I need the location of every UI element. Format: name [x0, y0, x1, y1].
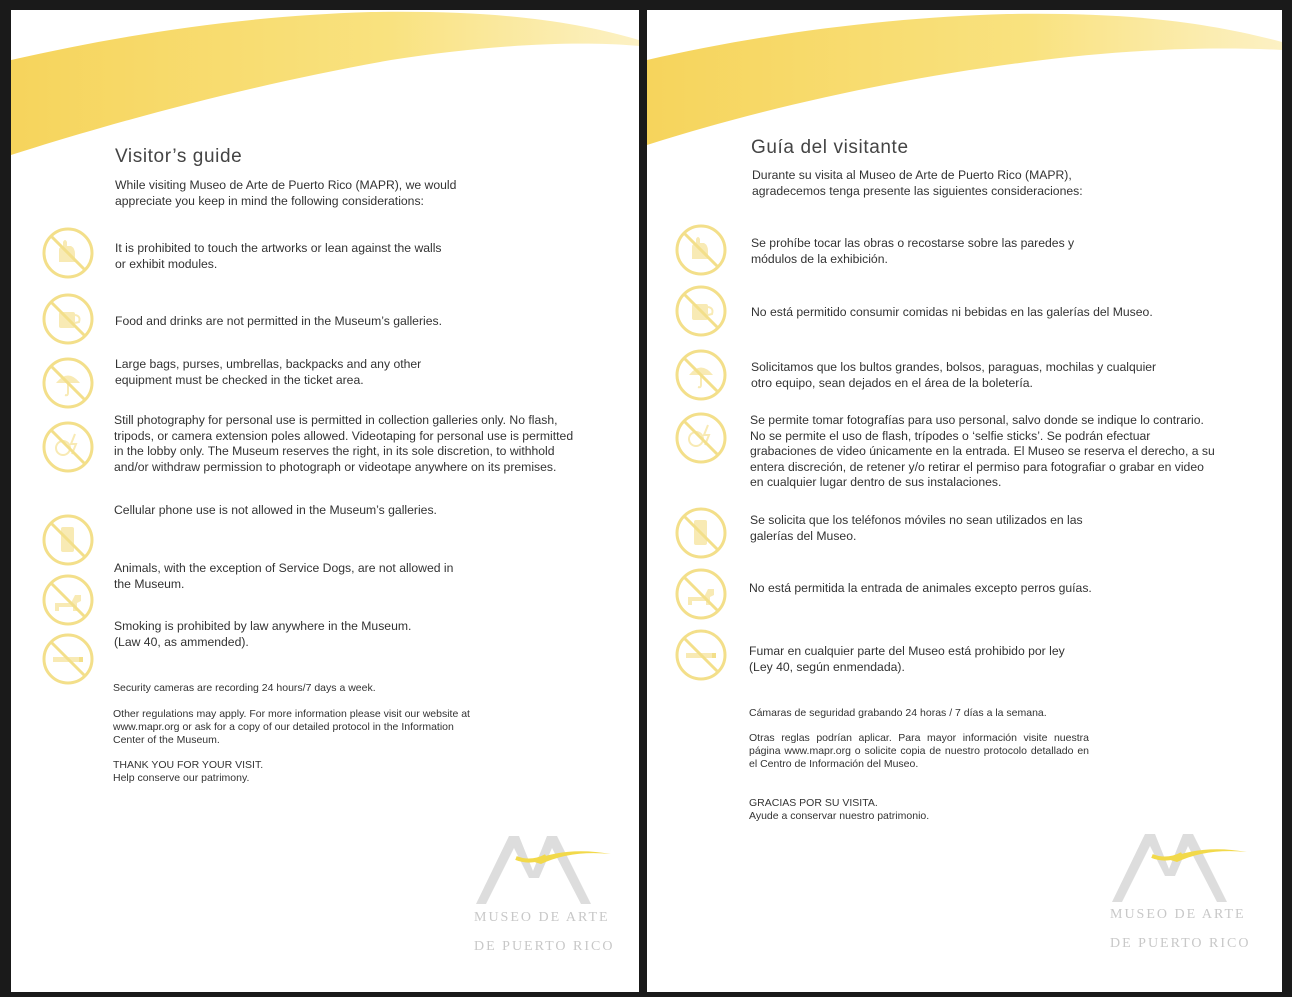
security-note: Security cameras are recording 24 hours/7 days a week.: [113, 682, 376, 694]
no-animals-icon: [41, 573, 95, 627]
rule-text-animals: Animals, with the exception of Service Dogs, are not allowed in the Museum.: [114, 561, 454, 591]
help-note: Help conserve our patrimony.: [113, 772, 250, 784]
logo-text-line1: MUSEO DE ARTE: [1110, 907, 1246, 922]
thanks-note: GRACIAS POR SU VISITA.: [749, 797, 878, 809]
no-flash-photography-icon: [41, 420, 95, 474]
rule-text-animals: No está permitida la entrada de animales excepto perros guías.: [749, 581, 1092, 595]
intro-text: Durante su visita al Museo de Arte de Puerto Rico (MAPR), agradecemos tenga presente las siguientes consideraciones:: [752, 168, 1083, 198]
no-umbrella-bags-icon: [41, 356, 95, 410]
yellow-wave-decoration: [11, 10, 639, 160]
logo-text-line2: DE PUERTO RICO: [474, 939, 615, 954]
page-title: Visitor’s guide: [115, 146, 243, 167]
logo-text-line1: MUSEO DE ARTE: [474, 910, 610, 925]
no-food-drink-icon: [41, 292, 95, 346]
no-animals-icon: [674, 567, 728, 621]
rule-text-bags: Solicitamos que los bultos grandes, bolsos, paraguas, mochilas y cualquier otro equipo, sean dejados en el área de la boletería.: [751, 360, 1157, 390]
rule-text-food: Food and drinks are not permitted in the Museum’s galleries.: [115, 314, 442, 328]
museum-logo: [471, 826, 631, 916]
no-umbrella-bags-icon: [674, 348, 728, 402]
logo-text-line2: DE PUERTO RICO: [1110, 936, 1251, 951]
museum-logo: [1107, 824, 1267, 914]
rule-text-smoking: Fumar en cualquier parte del Museo está prohibido por ley (Ley 40, según enmendada).: [749, 644, 1065, 674]
rule-text-photography: Still photography for personal use is permitted in collection galleries only. No flash, tripods, or camera extension poles allowed. Videotaping for personal use is permitted in the lobby only. The Museum reserves the right, in its sole discretion, to withhold and/or withdraw permission to photograph or videotape anywhere on its premises.: [114, 413, 574, 474]
rule-text-cellphone: Cellular phone use is not allowed in the Museum’s galleries.: [114, 503, 437, 517]
no-smoking-icon: [674, 628, 728, 682]
no-flash-photography-icon: [674, 411, 728, 465]
security-note: Cámaras de seguridad grabando 24 horas / 7 días a la semana.: [749, 707, 1047, 719]
page-title: Guía del visitante: [751, 137, 909, 158]
thanks-note: THANK YOU FOR YOUR VISIT.: [113, 759, 264, 771]
other-regulations-note: Otras reglas podrían aplicar. Para mayor información visite nuestra página www.mapr.org o solicite copia de nuestro protocolo detallado en el Centro de Información del Museo.: [749, 732, 1089, 770]
no-cellphone-icon: [674, 506, 728, 560]
other-regulations-note: Other regulations may apply. For more information please visit our website at www.mapr.org or ask for a copy of our detailed protocol in the Information Center of the Museum.: [113, 708, 470, 746]
no-cellphone-icon: [41, 513, 95, 567]
right-page-spanish: [647, 10, 1282, 992]
rule-text-bags: Large bags, purses, umbrellas, backpacks and any other equipment must be checked in the ticket area.: [115, 357, 422, 387]
help-note: Ayude a conservar nuestro patrimonio.: [749, 810, 930, 822]
yellow-wave-decoration: [647, 10, 1282, 160]
intro-text: While visiting Museo de Arte de Puerto Rico (MAPR), we would appreciate you keep in mind the following considerations:: [115, 178, 457, 208]
no-touch-icon: [674, 223, 728, 277]
rule-text-smoking: Smoking is prohibited by law anywhere in the Museum. (Law 40, as ammended).: [114, 619, 412, 649]
rule-text-food: No está permitido consumir comidas ni bebidas en las galerías del Museo.: [751, 305, 1153, 319]
no-touch-icon: [41, 226, 95, 280]
rule-text-photography: Se permite tomar fotografías para uso personal, salvo donde se indique lo contrario. No se permite el uso de flash, trípodes o ‘selfie sticks’. Se podrán efectuar grabaciones de video únicamente en la entrada. El Museo se reserva el derecho, a su entera discreción, de retener y/o retirar el permiso para fotografiar o grabar en video en cualquier lugar dentro de sus instalaciones.: [750, 413, 1215, 489]
rule-text-touch: It is prohibited to touch the artworks or lean against the walls or exhibit modules.: [115, 241, 442, 271]
rule-text-cellphone: Se solicita que los teléfonos móviles no sean utilizados en las galerías del Museo.: [750, 513, 1083, 543]
left-page-english: [11, 10, 639, 992]
no-food-drink-icon: [674, 284, 728, 338]
no-smoking-icon: [41, 632, 95, 686]
rule-text-touch: Se prohíbe tocar las obras o recostarse sobre las paredes y módulos de la exhibición.: [751, 236, 1075, 266]
